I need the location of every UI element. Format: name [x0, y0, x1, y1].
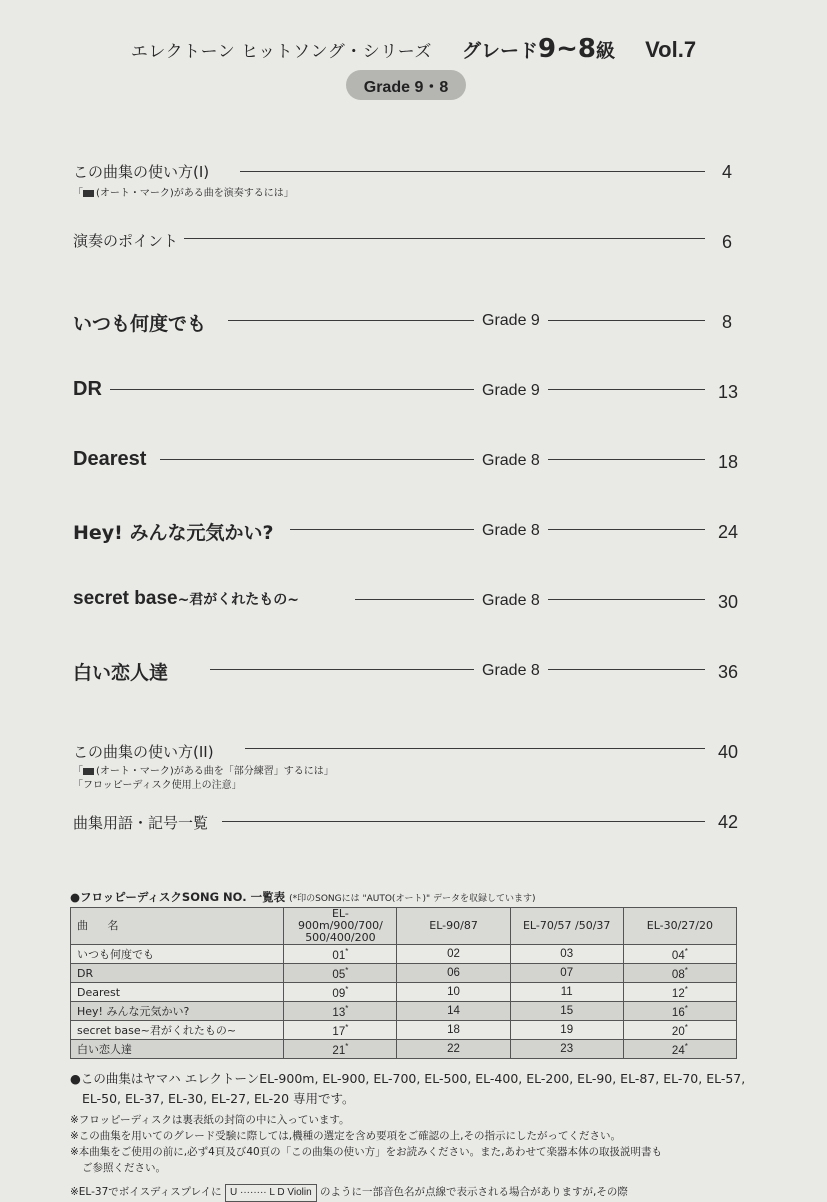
song-number-cell: 02 [397, 945, 510, 964]
song-number-table [70, 907, 737, 1059]
song-name-cell: Dearest [71, 983, 284, 1002]
song-number-cell [284, 945, 397, 964]
usage-notes [70, 1112, 770, 1202]
toc-entry-title[interactable]: Hey! みんな元気かい? [73, 522, 274, 544]
series-title: エレクトーン ヒットソング・シリーズ [130, 42, 432, 62]
song-number-cell [284, 964, 397, 983]
column-header: EL-900m/900/700/ 500/400/200 [284, 908, 397, 945]
song-number: 09 [332, 987, 346, 1000]
leader-line [240, 171, 705, 172]
song-number-cell [623, 945, 736, 964]
auto-star: * [684, 1041, 688, 1051]
note-text: ※EL-37でボイスディスプレイに [70, 1186, 222, 1198]
info-line: ●この曲集はヤマハ エレクトーンEL-900m, EL-900, EL-700, EL-500, EL-400, EL-200, EL-90, EL-87, EL-70, EL-57, [70, 1071, 746, 1086]
column-header: EL-90/87 [397, 908, 510, 945]
grade-label: Grade 9 [482, 312, 540, 329]
song-number: 12 [671, 987, 685, 1000]
column-header: 曲 名 [71, 908, 284, 945]
song-number-cell: 06 [397, 964, 510, 983]
song-number-cell: 22 [397, 1040, 510, 1059]
song-name-cell: secret base~君がくれたもの~ [71, 1021, 284, 1040]
page-number: 4 [721, 162, 732, 182]
song-table-note: (*印のSONGには "AUTO(オート)" データを収録しています) [289, 894, 536, 904]
page-number: 18 [717, 452, 738, 472]
song-number-cell [623, 983, 736, 1002]
note-text: のように一部音色名が点線で表示される場合がありますが,その際 [320, 1186, 628, 1198]
leader-line [160, 459, 474, 460]
subtitle-text: (オート・マーク)がある曲を演奏するには」 [96, 188, 294, 199]
grade-label: Grade 8 [482, 452, 540, 469]
table-row [71, 1040, 737, 1059]
leader-line [110, 389, 474, 390]
auto-star: * [345, 1041, 349, 1051]
table-row [71, 964, 737, 983]
song-number: 05 [332, 968, 346, 981]
song-number: 17 [332, 1025, 346, 1038]
song-number-cell [623, 964, 736, 983]
page-header [0, 34, 827, 64]
song-title: secret base [73, 588, 178, 609]
page-number: 8 [721, 312, 732, 332]
table-row [71, 1002, 737, 1021]
subtitle-text: (オート・マーク)がある曲を「部分練習」するには」 [96, 766, 334, 777]
kyu-label: 級 [596, 40, 616, 62]
song-number-cell: 19 [510, 1021, 623, 1040]
toc-entry-title[interactable]: いつも何度でも [73, 313, 207, 335]
song-number-cell [284, 983, 397, 1002]
table-header-row [71, 908, 737, 945]
note-line: ※フロッピーディスクは裏表紙の封筒の中に入っています。 [70, 1114, 350, 1126]
page-number: 13 [717, 382, 738, 402]
song-number: 04 [671, 949, 685, 962]
grade-label: Grade 8 [482, 522, 540, 539]
page-number: 6 [721, 232, 732, 252]
leader-line [290, 529, 474, 530]
table-row [71, 983, 737, 1002]
quote-mark: 「 [73, 188, 83, 199]
song-number-cell [284, 1040, 397, 1059]
auto-star: * [345, 1022, 349, 1032]
grade-range: 9~8 [538, 34, 597, 64]
song-number-cell [284, 1002, 397, 1021]
grade-label: Grade 8 [482, 662, 540, 679]
table-row [71, 1021, 737, 1040]
auto-star: * [684, 946, 688, 956]
toc-entry-title[interactable]: 演奏のポイント [73, 232, 179, 250]
auto-star: * [684, 984, 688, 994]
note-line: ※本曲集をご使用の前に,必ず4頁及び40頁の「この曲集の使い方」をお読みください。また,あわせて楽器本体の取扱説明書も [70, 1146, 663, 1158]
grade-label: Grade 9 [482, 382, 540, 399]
voice-display-chip: U ········ L D Violin [225, 1184, 317, 1202]
song-number-cell: 10 [397, 983, 510, 1002]
grade-badge: Grade 9・8 [346, 70, 466, 100]
leader-line [245, 748, 705, 749]
toc-subtitle [73, 762, 334, 777]
leader-line [222, 821, 705, 822]
song-number-cell: 11 [510, 983, 623, 1002]
auto-star: * [684, 965, 688, 975]
song-number-cell: 03 [510, 945, 623, 964]
column-header: EL-30/27/20 [623, 908, 736, 945]
song-number-cell: 07 [510, 964, 623, 983]
song-number-cell: 15 [510, 1002, 623, 1021]
note-line [70, 1184, 770, 1202]
song-table-heading: ●フロッピーディスクSONG NO. 一覧表 [70, 890, 286, 904]
auto-star: * [345, 965, 349, 975]
auto-star: * [345, 984, 349, 994]
song-number: 24 [671, 1044, 685, 1057]
page-number: 30 [717, 592, 738, 612]
toc-subtitle: 「フロッピーディスク使用上の注意」 [73, 780, 242, 791]
toc-entry-title[interactable]: Dearest [73, 448, 147, 470]
song-number-cell [623, 1002, 736, 1021]
note-line: ご参照ください。 [82, 1162, 166, 1174]
song-number: 20 [671, 1025, 685, 1038]
auto-star: * [345, 946, 349, 956]
toc-entry-title[interactable]: この曲集の使い方(I) [73, 163, 210, 181]
song-number-cell: 18 [397, 1021, 510, 1040]
compatibility-info [70, 1069, 760, 1109]
auto-mark-icon [83, 768, 94, 775]
volume-label: Vol.7 [645, 37, 697, 62]
quote-mark: 「 [73, 766, 83, 777]
song-number-cell [623, 1040, 736, 1059]
auto-star: * [345, 1003, 349, 1013]
toc-entry-title[interactable]: DR [73, 378, 102, 400]
song-number: 01 [332, 949, 346, 962]
leader-line [228, 320, 474, 321]
info-line: EL-50, EL-37, EL-30, EL-27, EL-20 専用です。 [82, 1091, 355, 1106]
song-name-cell: 白い恋人達 [71, 1040, 284, 1059]
page-number: 24 [717, 522, 738, 542]
page-number: 42 [717, 812, 738, 832]
grade-label: Grade 8 [482, 592, 540, 609]
auto-star: * [684, 1003, 688, 1013]
song-name-cell: Hey! みんな元気かい? [71, 1002, 284, 1021]
song-number: 21 [332, 1044, 346, 1057]
leader-line [184, 238, 705, 239]
leader-line [355, 599, 474, 600]
toc-entry-title[interactable] [73, 588, 299, 610]
song-number: 08 [671, 968, 685, 981]
song-name-cell: DR [71, 964, 284, 983]
toc-entry-title[interactable]: この曲集の使い方(II) [73, 743, 214, 761]
song-number: 16 [671, 1006, 685, 1019]
auto-star: * [684, 1022, 688, 1032]
song-number-cell: 14 [397, 1002, 510, 1021]
table-row [71, 945, 737, 964]
note-line: ※この曲集を用いてのグレード受験に際しては,機種の選定を含め要項をご確認の上,その指示にしたがってください。 [70, 1130, 621, 1142]
auto-mark-icon [83, 190, 94, 197]
song-number-cell [623, 1021, 736, 1040]
song-number-cell: 23 [510, 1040, 623, 1059]
song-number-cell [284, 1021, 397, 1040]
song-subtitle: ~君がくれたもの~ [177, 592, 300, 608]
toc-entry-title[interactable]: 白い恋人達 [73, 662, 169, 684]
grade-word: グレード [462, 40, 539, 62]
toc-entry-title[interactable]: 曲集用語・記号一覧 [73, 814, 209, 832]
column-header: EL-70/57 /50/37 [510, 908, 623, 945]
page-number: 40 [717, 742, 738, 762]
page-number: 36 [717, 662, 738, 682]
song-name-cell: いつも何度でも [71, 945, 284, 964]
song-table-title [70, 889, 535, 905]
toc-subtitle [73, 184, 294, 199]
song-number: 13 [332, 1006, 346, 1019]
leader-line [210, 669, 474, 670]
